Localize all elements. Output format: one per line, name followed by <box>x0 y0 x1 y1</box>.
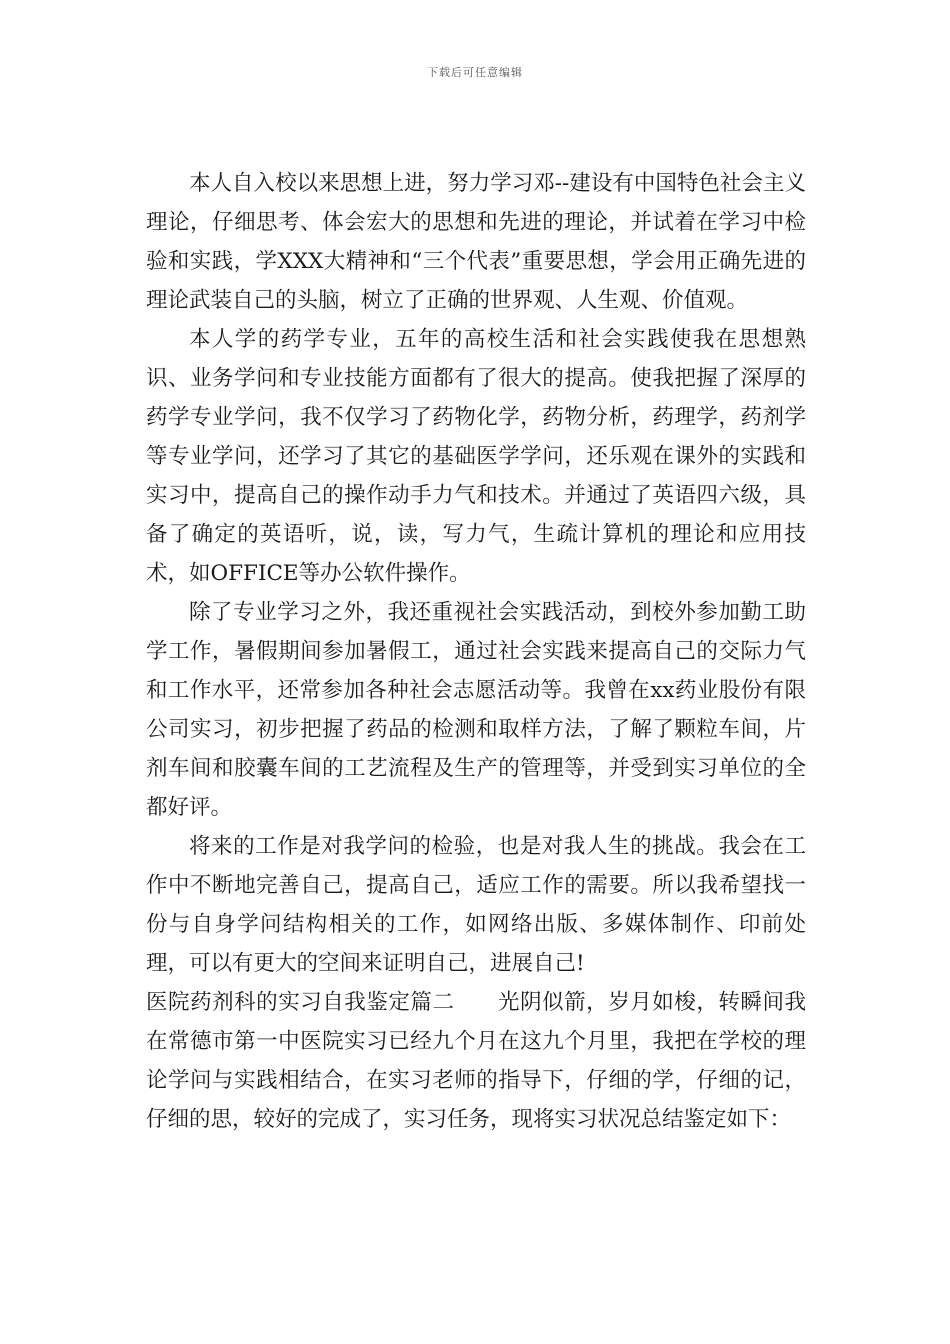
document-body <box>146 164 806 1139</box>
paragraph-2: 本人学的药学专业，五年的高校生活和社会实践使我在思想熟识、业务学问和专业技能方面都有了很大的提高。使我把握了深厚的药学专业学问，我不仅学习了药物化学，药物分析，药理学，药剂学等专业学问，还学习了其它的基础医学学问，还乐观在课外的实践和实习中，提高自己的操作动手力气和技术。并通过了英语四六级，具备了确定的英语听，说，读，写力气，生疏计算机的理论和应用技术，如OFFICE等办公软件操作。 <box>146 327 806 586</box>
section-title: 医院药剂科的实习自我鉴定篇二 <box>146 990 455 1015</box>
paragraph-3: 除了专业学习之外，我还重视社会实践活动，到校外参加勤工助学工作，暑假期间参加暑假工，通过社会实践来提高自己的交际力气和工作水平，还常参加各种社会志愿活动等。我曾在xx药业股份有限公司实习，初步把握了药品的检测和取样方法，了解了颗粒车间，片剂车间和胶囊车间的工艺流程及生产的管理等，并受到实习单位的全都好评。 <box>146 600 806 820</box>
paragraph-1: 本人自入校以来思想上进，努力学习邓--建设有中国特色社会主义理论，仔细思考、体会宏大的思想和先进的理论，并试着在学习中检验和实践，学XXX大精神和“三个代表”重要思想，学会用正确先进的理论武装自己的头脑，树立了正确的世界观、人生观、价值观。 <box>146 171 806 313</box>
page-header: 下载后可任意编辑 <box>427 66 523 79</box>
paragraph-4: 将来的工作是对我学问的检验，也是对我人生的挑战。我会在工作中不断地完善自己，提高自己，适应工作的需要。所以我希望找一份与自身学问结构相关的工作，如网络出版、多媒体制作、印前处理，可以有更大的空间来证明自己，进展自己! <box>146 834 806 976</box>
section-paragraph <box>146 983 806 1139</box>
section-body: 光阴似箭，岁月如梭，转瞬间我在常德市第一中医院实习已经九个月在这九个月里，我把在学校的理论学问与实践相结合，在实习老师的指导下，仔细的学，仔细的记，仔细的思，较好的完成了，实习任务，现将实习状况总结鉴定如下： <box>146 990 806 1132</box>
